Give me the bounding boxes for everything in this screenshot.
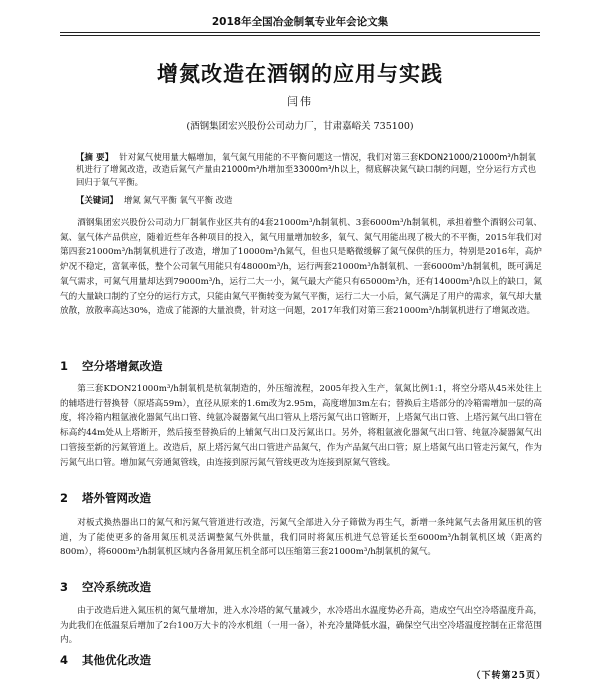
section-number: 1: [60, 359, 69, 373]
keywords: [76, 194, 536, 206]
section-body: 对板式换热器出口的氮气和污氮气管道进行改造，污氮气全部进入分子筛做为再生气，新增一条纯氮气去备用氮压机的管道，为了能使更多的备用氮压机灵活调整氮气外供量，我们同时将氮压机进气总管延长至6000m³/h制氧机区域（距离约800m），将6000m³/h制氧机区域内各备用氮压机全部可以压缩第三套21000m³/h制氧机的氮气。: [60, 518, 542, 558]
section-heading: [60, 490, 151, 506]
abstract: [76, 151, 536, 188]
section-body: 第三套KDON21000m³/h制氧机是杭氧制造的，外压缩流程，2005年投入生产，氧氮比例1:1，将空分塔从45米处往上的辅塔进行替换替（原塔高59m），直径从原来的1.6m改为2.95m，高度增加3m左右；替换后主塔部分的冷箱需增加一层的高度，将冷箱内粗氩液化器氮气出口管、纯氩冷凝器氮气出口管从上塔污氮气出口管断开，上塔氮气出口管、上塔污氮气出口管在标高约44m处从上塔断开，然后接至替换后的上辅氮气出口及污氮出口。另外，将粗氩液化器氮气出口管、纯氩冷凝器氮气出口管接至新的污氮管道上。改造后，原上塔污氮气出口管进产品氮气，作为产品氮气出口管；原上塔氮气出口管走污氮气，作为污氮气出口管。增加氮气旁通氮管线，由连接到原污氮气管线更改为连接到原氮气管线。: [60, 384, 542, 468]
section-title: 空冷系统改造: [82, 580, 151, 594]
header-rule: [60, 32, 540, 33]
running-header: 2018年全国冶金制氧专业年会论文集: [211, 16, 389, 28]
abstract-text: 针对氮气使用量大幅增加，氧气氮气用能的不平衡问题这一情况，我们对第三套KDON21000/21000m³/h制氧机进行了增氮改造，改造后氮气产量由21000m³/h增加至33000m³/h以上，彻底解决氮气缺口制约问题，空分运行方式也回归于氧气平衡。: [76, 152, 537, 187]
section-heading: [60, 358, 163, 374]
section-title: 空分塔增氮改造: [82, 359, 163, 373]
section-heading: [60, 579, 151, 595]
section-body: 由于改造后进入氮压机的氮气量增加，进入水冷塔的氮气量减少，水冷塔出水温度势必升高，造成空气出空冷塔温度升高，为此我们在低温泵后增加了2台100万大卡的冷水机组（一用一备），补充冷量降低水温，确保空气出空冷塔温度控制在正常范围内。: [60, 606, 542, 646]
section-number: 4: [60, 653, 69, 667]
section-title: 塔外管网改造: [82, 491, 151, 505]
section-title: 其他优化改造: [82, 653, 151, 667]
keywords-text: 增氮 氮气平衡 氧气平衡 改造: [123, 195, 233, 205]
section-number: 3: [60, 580, 69, 594]
header-rule-thin: [60, 35, 540, 36]
paper-title: 增氮改造在酒钢的应用与实践: [157, 62, 443, 86]
abstract-label: 【摘 要】: [76, 152, 114, 162]
author-affiliation: (酒钢集团宏兴股份公司动力厂，甘肃嘉峪关 735100): [186, 121, 414, 132]
continuation-note: （下转第25页）: [471, 671, 546, 681]
section-heading: [60, 652, 151, 668]
intro-paragraph: 酒钢集团宏兴股份公司动力厂制氧作业区共有的4套21000m³/h制氧机、3套6000m³/h制氧机，承担着整个酒钢公司氧、氮、氩气体产品供应，随着近些年各种项目的投入，氮气用量增加较多，氧气、氮气用能出现了极大的不平衡，2015年我们对第四套21000m³/h制氧机进行了改造，增加了10000m³/h氮气，但也只是略微缓解了氮气保供的压力，特别是2016年，高炉炉况不稳定，富氧率低，整个公司氧气用能只有48000m³/h，运行两套21000m³/h制氧机、一套6000m³/h制氧机，既可满足氧气需求，可氮气用量却达到79000m³/h，运行二大一小，氮气最大产能只有65000m³/h，还有14000m³/h以上的缺口，氮气的大量缺口制约了空分的运行方式，只能由氮气平衡转变为氮气平衡，运行二大一小后，氮气满足了用户的需求，氧气却大量放散，放散率高达30%，造成了能源的大量浪费，针对这一问题，2017年我们对第三套21000m³/h制氧机进行了增氮改造。: [60, 218, 542, 317]
section-number: 2: [60, 491, 69, 505]
author-name: 闫伟: [287, 95, 313, 108]
keywords-label: 【关键词】: [76, 195, 118, 205]
